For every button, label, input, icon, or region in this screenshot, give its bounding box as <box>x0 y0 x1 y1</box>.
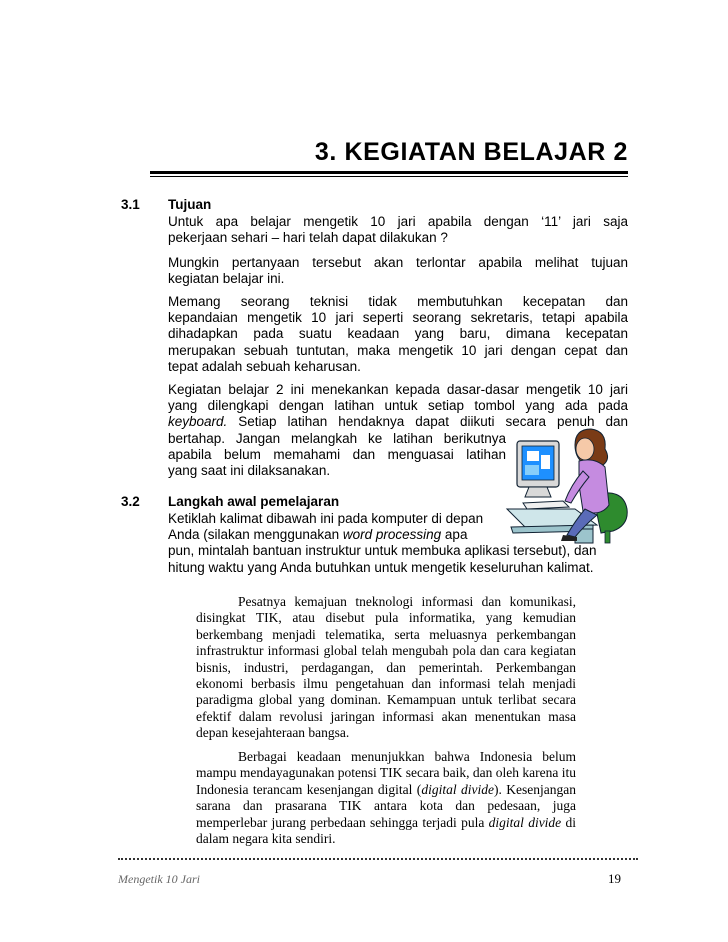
text-line: Perkembangan ekonomi berbasis ilmu pengetahuan dan informasi <box>196 659 576 692</box>
title-rule-thick <box>150 171 628 174</box>
text-line: bertahap. Jangan melangkah ke latihan berikutnya <box>168 430 506 446</box>
page-number: 19 <box>608 871 621 886</box>
text-line: yang saat ini dilaksanakan. <box>168 463 331 479</box>
footer-divider <box>118 858 638 860</box>
text-line: kegiatan belajar ini. <box>168 271 285 287</box>
chapter-title: 3. KEGIATAN BELAJAR 2 <box>314 138 628 166</box>
text-line: disingkat TIK, atau disebut pula informatika, yang kemudian <box>196 610 576 626</box>
paragraph-3 <box>168 294 628 375</box>
text-segment: juga memperlebar jurang perbedaan sehingga terjadi pula <box>196 798 577 830</box>
text-line: Kegiatan belajar 2 ini menekankan kepada dasar-dasar mengetik 10 jari <box>168 382 628 397</box>
text-line: infrastruktur informasi global telah mengubah pola dan cara <box>196 643 527 659</box>
woman-at-computer-icon <box>505 425 637 547</box>
text-line: untuk terlibat secara efektif dalam revolusi jaringan informasi <box>196 692 577 724</box>
text-line: berkembang menjadi telematika, serta meluasnya perkembangan <box>196 626 576 642</box>
text-line: Untuk apa belajar mengetik 10 jari apabila dengan ‘11’ jari saja <box>168 214 628 229</box>
text-line: Ketiklah kalimat dibawah ini pada komputer di depan <box>168 511 484 526</box>
text-line: kegiatan bisnis, industri, perdagangan, dan pemerintah. <box>196 643 576 675</box>
italic-term: digital <box>488 814 524 830</box>
section-number-2: 3.2 <box>121 494 140 509</box>
italic-term: divide <box>528 814 562 830</box>
text-line: apabila belum memahami dan menguasai latihan <box>168 446 506 462</box>
text-line: yang dilengkapi dengan latihan untuk setiap tombol yang ada pada <box>168 398 628 414</box>
section-number-1: 3.1 <box>121 197 140 212</box>
clipart-svg <box>505 425 637 547</box>
italic-term: word processing <box>342 527 442 543</box>
text-line: pun, mintalah bantuan instruktur untuk membuka aplikasi tersebut), dan <box>168 543 597 559</box>
italic-term: keyboard. <box>168 414 228 430</box>
text-segment: Setiap latihan hendaknya dapat diikuti secara penuh dan <box>227 414 628 430</box>
text-line: akan menentukan masa depan kesejahteraan bangsa. <box>196 708 576 741</box>
section-title-1: Tujuan <box>168 197 212 212</box>
text-line: mampu mendayagunakan potensi TIK secara baik, dan oleh <box>196 765 519 781</box>
italic-term: digital divide <box>421 781 494 797</box>
text-line: Mungkin pertanyaan tersebut akan terlontar apabila melihat tujuan <box>168 255 628 270</box>
paragraph-1 <box>168 214 628 246</box>
text-segment: karena itu Indonesia terancam kesenjangan digital ( <box>196 765 576 797</box>
text-line: merupakan sebuah tuntutan, maka mengetik 10 jari dengan cepat dan <box>168 342 628 358</box>
text-line: telah menjadi paradigma global yang dominan. Kemampuan <box>196 676 576 708</box>
text-segment: apa <box>441 527 468 543</box>
text-segment: di dalam negara kita sendiri. <box>196 814 576 847</box>
text-line: kepandaian mengetik 10 jari seperti seorang sekretaris, tetapi apabila <box>168 310 628 326</box>
typing-passage-2 <box>196 749 576 847</box>
section-title-2: Langkah awal pemelajaran <box>168 494 340 509</box>
footer-book-title: Mengetik 10 Jari <box>118 872 200 886</box>
text-line: Pesatnya kemajuan tneknologi informasi dan komunikasi, <box>238 594 576 609</box>
text-line: hitung waktu yang Anda butuhkan untuk mengetik keseluruhan kalimat. <box>168 559 594 575</box>
text-line: Memang seorang teknisi tidak membutuhkan kecepatan dan <box>168 294 628 309</box>
text-segment: ). <box>493 781 502 797</box>
text-line: tepat adalah sebuah keharusan. <box>168 358 361 374</box>
text-line: pekerjaan sehari – hari telah dapat dilakukan ? <box>168 230 448 246</box>
text-segment: Anda (silakan menggunakan <box>168 527 343 543</box>
title-rule-thin <box>150 176 628 177</box>
text-line: Kesenjangan sarana dan prasarana TIK antara kota dan pedesaan, <box>196 781 576 814</box>
paragraph-2 <box>168 255 628 287</box>
text-line: dihadapkan pada suatu keadaan yang baru, dimana kecepatan <box>168 326 628 342</box>
text-line: Berbagai keadaan menunjukkan bahwa Indonesia belum <box>238 749 576 764</box>
typing-passage-1 <box>196 594 576 742</box>
